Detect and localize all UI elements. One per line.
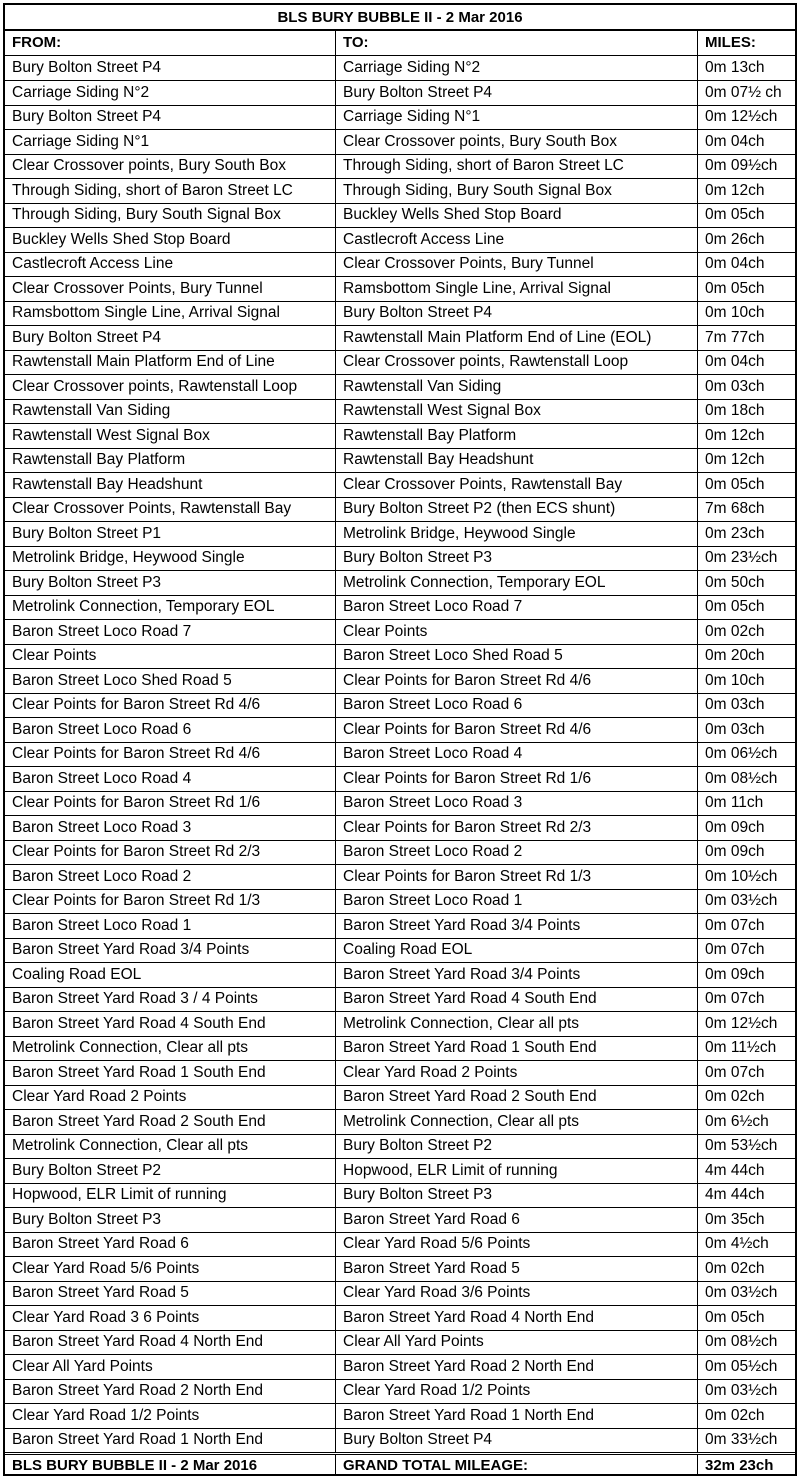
from-cell: Baron Street Yard Road 4 South End xyxy=(5,1012,336,1036)
miles-cell: 0m 05ch xyxy=(705,206,765,224)
from-cell: Bury Bolton Street P1 xyxy=(5,522,336,546)
table-row xyxy=(5,742,795,767)
from-cell: Buckley Wells Shed Stop Board xyxy=(5,228,336,252)
from-cell: Clear Crossover Points, Rawtenstall Bay xyxy=(5,498,336,522)
table-row xyxy=(5,693,795,718)
table-row xyxy=(5,154,795,179)
table-row xyxy=(5,1403,795,1428)
to-cell: Bury Bolton Street P4 xyxy=(336,1429,698,1453)
table-row xyxy=(5,1011,795,1036)
table-row xyxy=(5,987,795,1012)
to-cell: Baron Street Yard Road 2 North End xyxy=(336,1355,698,1379)
from-cell: Clear All Yard Points xyxy=(5,1355,336,1379)
footer-title: BLS BURY BUBBLE II - 2 Mar 2016 xyxy=(5,1455,336,1476)
grand-total-label: GRAND TOTAL MILEAGE: xyxy=(336,1455,698,1476)
from-cell: Ramsbottom Single Line, Arrival Signal xyxy=(5,302,336,326)
miles-cell: 0m 07½ ch xyxy=(705,83,782,101)
table-row xyxy=(5,1183,795,1208)
from-cell: Bury Bolton Street P3 xyxy=(5,571,336,595)
from-cell: Clear Crossover points, Rawtenstall Loop xyxy=(5,375,336,399)
to-cell: Bury Bolton Street P2 (then ECS shunt) xyxy=(336,498,698,522)
table-row xyxy=(5,1330,795,1355)
from-cell: Castlecroft Access Line xyxy=(5,253,336,277)
table-row xyxy=(5,325,795,350)
from-cell: Rawtenstall Main Platform End of Line xyxy=(5,351,336,375)
miles-cell: 0m 10½ch xyxy=(705,867,778,885)
miles-cell: 0m 05ch xyxy=(705,1308,765,1326)
miles-cell: 0m 05ch xyxy=(705,475,765,493)
table-row xyxy=(5,399,795,424)
header-to: TO: xyxy=(336,31,698,55)
table-row xyxy=(5,80,795,105)
table-row xyxy=(5,497,795,522)
to-cell: Baron Street Loco Road 4 xyxy=(336,743,698,767)
table-row xyxy=(5,619,795,644)
table-row xyxy=(5,1379,795,1404)
table-row xyxy=(5,864,795,889)
table-row xyxy=(5,938,795,963)
header-from: FROM: xyxy=(5,31,336,55)
to-cell: Rawtenstall Van Siding xyxy=(336,375,698,399)
from-cell: Baron Street Yard Road 3/4 Points xyxy=(5,939,336,963)
table-row xyxy=(5,1256,795,1281)
from-cell: Baron Street Loco Shed Road 5 xyxy=(5,669,336,693)
miles-cell: 0m 03ch xyxy=(705,720,765,738)
table-row xyxy=(5,472,795,497)
footer-row xyxy=(5,1452,795,1476)
to-cell: Castlecroft Access Line xyxy=(336,228,698,252)
from-cell: Clear Points for Baron Street Rd 2/3 xyxy=(5,841,336,865)
table-row xyxy=(5,521,795,546)
from-cell: Baron Street Loco Road 6 xyxy=(5,718,336,742)
miles-cell: 0m 07ch xyxy=(705,1063,765,1081)
from-cell: Bury Bolton Street P4 xyxy=(5,56,336,81)
miles-cell: 0m 53½ch xyxy=(705,1137,778,1155)
miles-cell: 0m 03½ch xyxy=(705,892,778,910)
to-cell: Clear Yard Road 2 Points xyxy=(336,1061,698,1085)
miles-cell: 0m 07ch xyxy=(705,941,765,959)
to-cell: Clear All Yard Points xyxy=(336,1331,698,1355)
miles-cell: 0m 03½ch xyxy=(705,1284,778,1302)
to-cell: Baron Street Yard Road 5 xyxy=(336,1257,698,1281)
to-cell: Clear Crossover points, Rawtenstall Loop xyxy=(336,351,698,375)
miles-cell: 0m 02ch xyxy=(705,1406,765,1424)
to-cell: Baron Street Loco Road 7 xyxy=(336,596,698,620)
table-row xyxy=(5,962,795,987)
header-miles: MILES: xyxy=(705,34,756,52)
from-cell: Clear Points for Baron Street Rd 4/6 xyxy=(5,694,336,718)
from-cell: Baron Street Yard Road 2 South End xyxy=(5,1110,336,1134)
to-cell: Clear Points for Baron Street Rd 2/3 xyxy=(336,816,698,840)
to-cell: Clear Points for Baron Street Rd 4/6 xyxy=(336,669,698,693)
table-row xyxy=(5,570,795,595)
miles-cell: 0m 07ch xyxy=(705,990,765,1008)
miles-cell: 0m 6½ch xyxy=(705,1112,769,1130)
miles-cell: 0m 12ch xyxy=(705,426,765,444)
miles-cell: 0m 20ch xyxy=(705,647,765,665)
table-row xyxy=(5,56,795,81)
from-cell: Baron Street Loco Road 1 xyxy=(5,914,336,938)
table-row xyxy=(5,1281,795,1306)
table-row xyxy=(5,766,795,791)
miles-cell: 0m 02ch xyxy=(705,1088,765,1106)
to-cell: Baron Street Yard Road 4 South End xyxy=(336,988,698,1012)
to-cell: Clear Crossover Points, Bury Tunnel xyxy=(336,253,698,277)
table-row xyxy=(5,546,795,571)
table-row xyxy=(5,276,795,301)
from-cell: Clear Yard Road 5/6 Points xyxy=(5,1257,336,1281)
miles-cell: 0m 23ch xyxy=(705,524,765,542)
miles-cell: 0m 09ch xyxy=(705,843,765,861)
from-cell: Through Siding, short of Baron Street LC xyxy=(5,179,336,203)
table-row xyxy=(5,374,795,399)
from-cell: Baron Street Yard Road 1 North End xyxy=(5,1429,336,1453)
miles-cell: 0m 11½ch xyxy=(705,1039,777,1057)
miles-cell: 0m 03½ch xyxy=(705,1382,778,1400)
table-row xyxy=(5,1158,795,1183)
miles-cell: 0m 33½ch xyxy=(705,1431,778,1449)
from-cell: Coaling Road EOL xyxy=(5,963,336,987)
from-cell: Through Siding, Bury South Signal Box xyxy=(5,204,336,228)
to-cell: Metrolink Connection, Temporary EOL xyxy=(336,571,698,595)
table-row xyxy=(5,448,795,473)
miles-cell: 0m 4½ch xyxy=(705,1235,769,1253)
miles-cell: 0m 05½ch xyxy=(705,1357,778,1375)
miles-cell: 0m 04ch xyxy=(705,132,765,150)
table-row xyxy=(5,301,795,326)
from-cell: Rawtenstall West Signal Box xyxy=(5,424,336,448)
to-cell: Baron Street Yard Road 3/4 Points xyxy=(336,963,698,987)
from-cell: Clear Points for Baron Street Rd 1/6 xyxy=(5,792,336,816)
from-cell: Rawtenstall Bay Headshunt xyxy=(5,473,336,497)
miles-cell: 0m 05ch xyxy=(705,279,765,297)
table-row xyxy=(5,252,795,277)
from-cell: Baron Street Yard Road 6 xyxy=(5,1233,336,1257)
from-cell: Bury Bolton Street P4 xyxy=(5,106,336,130)
to-cell: Rawtenstall Main Platform End of Line (EOL) xyxy=(336,326,698,350)
to-cell: Buckley Wells Shed Stop Board xyxy=(336,204,698,228)
to-cell: Through Siding, short of Baron Street LC xyxy=(336,155,698,179)
from-cell: Baron Street Loco Road 4 xyxy=(5,767,336,791)
table-row xyxy=(5,595,795,620)
to-cell: Bury Bolton Street P4 xyxy=(336,81,698,105)
table-row xyxy=(5,129,795,154)
miles-cell: 0m 26ch xyxy=(705,230,765,248)
to-cell: Baron Street Yard Road 6 xyxy=(336,1208,698,1232)
table-row xyxy=(5,178,795,203)
table-row xyxy=(5,791,795,816)
from-cell: Bury Bolton Street P3 xyxy=(5,1208,336,1232)
to-cell: Baron Street Yard Road 1 North End xyxy=(336,1404,698,1428)
miles-cell: 0m 05ch xyxy=(705,598,765,616)
miles-cell: 0m 02ch xyxy=(705,622,765,640)
from-cell: Baron Street Yard Road 2 North End xyxy=(5,1380,336,1404)
miles-cell: 0m 03ch xyxy=(705,696,765,714)
miles-cell: 7m 68ch xyxy=(705,500,765,518)
from-cell: Bury Bolton Street P2 xyxy=(5,1159,336,1183)
from-cell: Clear Yard Road 1/2 Points xyxy=(5,1404,336,1428)
to-cell: Bury Bolton Street P2 xyxy=(336,1135,698,1159)
from-cell: Baron Street Yard Road 4 North End xyxy=(5,1331,336,1355)
miles-cell: 0m 07ch xyxy=(705,916,765,934)
table-title: BLS BURY BUBBLE II - 2 Mar 2016 xyxy=(5,5,795,31)
from-cell: Clear Yard Road 3 6 Points xyxy=(5,1306,336,1330)
table-row xyxy=(5,1109,795,1134)
miles-cell: 0m 02ch xyxy=(705,1259,765,1277)
to-cell: Baron Street Yard Road 3/4 Points xyxy=(336,914,698,938)
to-cell: Bury Bolton Street P3 xyxy=(336,1184,698,1208)
miles-cell: 7m 77ch xyxy=(705,328,765,346)
miles-cell: 0m 09ch xyxy=(705,965,765,983)
from-cell: Rawtenstall Bay Platform xyxy=(5,449,336,473)
from-cell: Metrolink Connection, Temporary EOL xyxy=(5,596,336,620)
to-cell: Clear Crossover Points, Rawtenstall Bay xyxy=(336,473,698,497)
miles-cell: 0m 10ch xyxy=(705,671,765,689)
miles-cell: 0m 50ch xyxy=(705,573,765,591)
table-row xyxy=(5,227,795,252)
miles-cell: 0m 12½ch xyxy=(705,108,778,126)
to-cell: Baron Street Loco Road 6 xyxy=(336,694,698,718)
table-row xyxy=(5,1305,795,1330)
to-cell: Baron Street Yard Road 4 North End xyxy=(336,1306,698,1330)
to-cell: Clear Yard Road 1/2 Points xyxy=(336,1380,698,1404)
from-cell: Metrolink Bridge, Heywood Single xyxy=(5,547,336,571)
from-cell: Carriage Siding N°1 xyxy=(5,130,336,154)
to-cell: Clear Crossover points, Bury South Box xyxy=(336,130,698,154)
to-cell: Metrolink Bridge, Heywood Single xyxy=(336,522,698,546)
table-row xyxy=(5,815,795,840)
miles-cell: 0m 11ch xyxy=(705,794,764,812)
from-cell: Clear Yard Road 2 Points xyxy=(5,1086,336,1110)
grand-total-value: 32m 23ch xyxy=(705,1457,774,1474)
table-row xyxy=(5,1060,795,1085)
header-row xyxy=(5,31,795,56)
miles-cell: 0m 18ch xyxy=(705,402,765,420)
from-cell: Hopwood, ELR Limit of running xyxy=(5,1184,336,1208)
miles-cell: 4m 44ch xyxy=(705,1186,765,1204)
to-cell: Carriage Siding N°2 xyxy=(336,56,698,81)
from-cell: Metrolink Connection, Clear all pts xyxy=(5,1135,336,1159)
miles-cell: 0m 10ch xyxy=(705,304,765,322)
from-cell: Baron Street Yard Road 1 South End xyxy=(5,1061,336,1085)
to-cell: Baron Street Yard Road 2 South End xyxy=(336,1086,698,1110)
table-row xyxy=(5,423,795,448)
from-cell: Baron Street Loco Road 3 xyxy=(5,816,336,840)
miles-cell: 4m 44ch xyxy=(705,1161,765,1179)
from-cell: Baron Street Loco Road 7 xyxy=(5,620,336,644)
from-cell: Carriage Siding N°2 xyxy=(5,81,336,105)
from-cell: Baron Street Loco Road 2 xyxy=(5,865,336,889)
from-cell: Metrolink Connection, Clear all pts xyxy=(5,1037,336,1061)
table-row xyxy=(5,1354,795,1379)
table-row xyxy=(5,203,795,228)
miles-cell: 0m 08½ch xyxy=(705,1333,778,1351)
to-cell: Rawtenstall Bay Headshunt xyxy=(336,449,698,473)
miles-cell: 0m 23½ch xyxy=(705,549,778,567)
to-cell: Clear Yard Road 5/6 Points xyxy=(336,1233,698,1257)
to-cell: Clear Yard Road 3/6 Points xyxy=(336,1282,698,1306)
from-cell: Bury Bolton Street P4 xyxy=(5,326,336,350)
from-cell: Clear Points for Baron Street Rd 1/3 xyxy=(5,890,336,914)
to-cell: Metrolink Connection, Clear all pts xyxy=(336,1110,698,1134)
table-row xyxy=(5,1036,795,1061)
to-cell: Baron Street Loco Road 3 xyxy=(336,792,698,816)
to-cell: Bury Bolton Street P4 xyxy=(336,302,698,326)
table-row xyxy=(5,644,795,669)
miles-cell: 0m 35ch xyxy=(705,1210,765,1228)
to-cell: Hopwood, ELR Limit of running xyxy=(336,1159,698,1183)
table-row xyxy=(5,668,795,693)
to-cell: Clear Points xyxy=(336,620,698,644)
from-cell: Clear Points for Baron Street Rd 4/6 xyxy=(5,743,336,767)
mileage-table xyxy=(3,3,797,1476)
table-row xyxy=(5,717,795,742)
table-row xyxy=(5,1085,795,1110)
from-cell: Rawtenstall Van Siding xyxy=(5,400,336,424)
to-cell: Through Siding, Bury South Signal Box xyxy=(336,179,698,203)
miles-cell: 0m 06½ch xyxy=(705,745,778,763)
miles-cell: 0m 09½ch xyxy=(705,157,778,175)
table-row xyxy=(5,840,795,865)
to-cell: Baron Street Loco Road 2 xyxy=(336,841,698,865)
to-cell: Metrolink Connection, Clear all pts xyxy=(336,1012,698,1036)
miles-cell: 0m 13ch xyxy=(705,58,765,76)
miles-cell: 0m 09ch xyxy=(705,818,765,836)
to-cell: Coaling Road EOL xyxy=(336,939,698,963)
table-row xyxy=(5,350,795,375)
to-cell: Carriage Siding N°1 xyxy=(336,106,698,130)
table-row xyxy=(5,1232,795,1257)
miles-cell: 0m 08½ch xyxy=(705,769,778,787)
table-row xyxy=(5,1134,795,1159)
table-row xyxy=(5,889,795,914)
to-cell: Rawtenstall West Signal Box xyxy=(336,400,698,424)
from-cell: Clear Points xyxy=(5,645,336,669)
miles-cell: 0m 03ch xyxy=(705,377,765,395)
miles-cell: 0m 04ch xyxy=(705,353,765,371)
table-body xyxy=(5,56,795,1453)
from-cell: Clear Crossover points, Bury South Box xyxy=(5,155,336,179)
miles-cell: 0m 04ch xyxy=(705,255,765,273)
to-cell: Clear Points for Baron Street Rd 4/6 xyxy=(336,718,698,742)
table-row xyxy=(5,1207,795,1232)
miles-cell: 0m 12ch xyxy=(705,451,765,469)
from-cell: Baron Street Yard Road 5 xyxy=(5,1282,336,1306)
to-cell: Baron Street Loco Shed Road 5 xyxy=(336,645,698,669)
to-cell: Clear Points for Baron Street Rd 1/6 xyxy=(336,767,698,791)
table-row xyxy=(5,1428,795,1453)
from-cell: Clear Crossover Points, Bury Tunnel xyxy=(5,277,336,301)
table-row xyxy=(5,105,795,130)
to-cell: Ramsbottom Single Line, Arrival Signal xyxy=(336,277,698,301)
from-cell: Baron Street Yard Road 3 / 4 Points xyxy=(5,988,336,1012)
to-cell: Baron Street Loco Road 1 xyxy=(336,890,698,914)
table-row xyxy=(5,913,795,938)
to-cell: Baron Street Yard Road 1 South End xyxy=(336,1037,698,1061)
to-cell: Clear Points for Baron Street Rd 1/3 xyxy=(336,865,698,889)
to-cell: Bury Bolton Street P3 xyxy=(336,547,698,571)
miles-cell: 0m 12½ch xyxy=(705,1014,778,1032)
miles-cell: 0m 12ch xyxy=(705,181,765,199)
to-cell: Rawtenstall Bay Platform xyxy=(336,424,698,448)
